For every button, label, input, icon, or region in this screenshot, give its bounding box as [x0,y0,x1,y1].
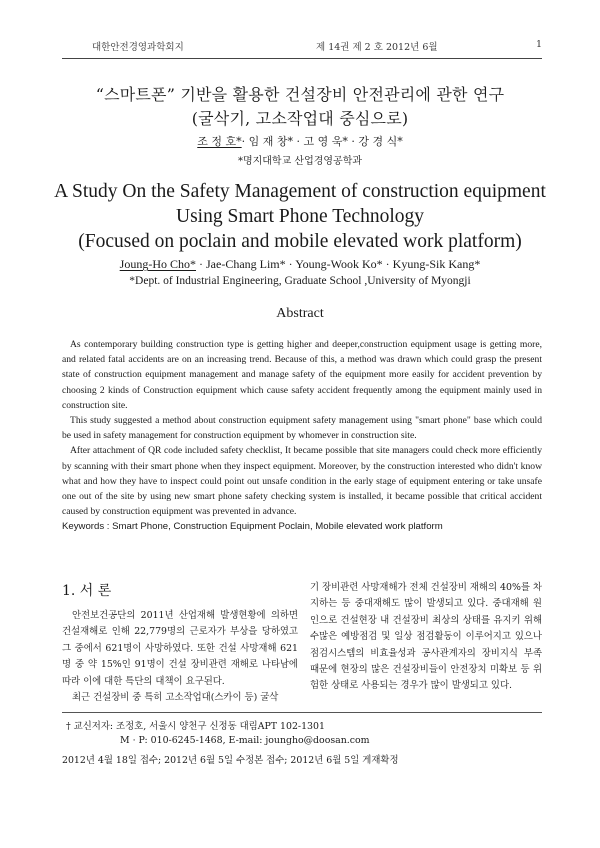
korean-first-author: 조 정 호* [197,135,242,148]
korean-title-line1: “스마트폰” 기반을 활용한 건설장비 안전관리에 관한 연구 [95,85,505,104]
korean-title-line2: (굴삭기, 고소작업대 중심으로) [191,109,409,128]
korean-authors [0,133,600,149]
english-coauthors: · Jae-Chang Lim* · Young-Wook Ko* · Kyung-Sik Kang* [196,257,481,271]
footnote-dates: 2012년 4월 18일 접수; 2012년 6월 5일 수정본 접수; 2012년 6월 5일 게재확정 [62,755,399,766]
right-column [310,580,542,695]
abstract-paragraph: As contemporary building construction type is getting higher and deeper,construction equipment usage is getting more, and related fatal accidents are on an increasing trend. Because of this, a method was drawn which could grasp the present state of construction equipment management and manage safety of the equipment more easily for accident prevention by choosing 2 kinds of Construction equipment which cause safety accident frequently among the equipment mainly used in construction site. [62,339,542,411]
footnote-contact: † 교신저자: 조정호, 서울시 양천구 신정동 대림APT 102-1301 [66,721,325,732]
footnote-rule [62,712,542,713]
footnote-phone-email: M · P: 010-6245-1468, E-mail: joungho@doosan.com [120,735,370,746]
body-paragraph: 기 장비관련 사망재해가 전체 건설장비 재해의 40%를 차지하는 등 중대재해도 많이 발생되고 있다. 중대재해 원인으로 건설현장 내 건설장비 최상의 상태를 유지키 위해 수많은 예방점검 및 일상 점검활동이 이루어지고 있으나 점검시스템의 비효율성과 공사관계자의 장비지식 부족 때문에 현장의 많은 건설장비들이 안전장치 미확보 등 위험한 상태로 사용되는 경우가 많이 발생되고 있다. [310,582,542,692]
abstract-body [62,337,542,535]
header-rule [62,58,542,59]
issue-info: 제 14권 제 2 호 2012년 6월 [316,42,438,53]
body-paragraph: 최근 건설장비 중 특히 고소작업대(스카이 등) 굴삭 [72,692,279,704]
body-paragraph: 안전보건공단의 2011년 산업재해 발생현황에 의하면 건설재해로 인해 22,779명의 근로자가 부상을 당하였고 그 중에서 621명이 사망하였다. 또한 건설 사망재해 621명 중 약 15%인 91명이 건설 장비관련 재해로 나타남에 따라 이에 대한 특단의 대책이 요구된다. [62,610,298,687]
page-number: 1 [536,39,543,50]
keywords: Keywords : Smart Phone, Construction Equipment Poclain, Mobile elevated work platform [62,521,443,533]
english-title-line1: A Study On the Safety Management of construction equipment [54,181,546,202]
english-title-line2: Using Smart Phone Technology [176,206,424,227]
abstract-paragraph: After attachment of QR code included safety checklist, It became possible that site managers could check more efficiently by scanning with their smart phone when they inspect equipment. Moreover, by the construction interested who didn't know what and how they have to inspect could point out unsafe condition in the early stage of equipment entering or take unsafe one out of the site by using new smart phone safety checking system is installed, it became possible that critical accident caused by construction equipment was prevented in advance. [62,445,542,518]
journal-name: 대한안전경영과학회지 [92,42,184,53]
abstract-heading: Abstract [276,306,324,321]
english-title-line3: (Focused on poclain and mobile elevated work platform) [78,231,522,252]
abstract-paragraph: This study suggested a method about construction equipment safety management using "smart phone" base which could be used in safety management for construction equipment by whomever in construction site. [62,415,542,442]
left-column [62,608,298,706]
english-authors [0,257,600,272]
section-heading: 1. 서 론 [62,583,112,599]
english-first-author: Joung-Ho Cho* [119,257,196,271]
korean-coauthors: · 임 재 창* · 고 영 욱* · 강 경 식* [241,135,403,148]
korean-affiliation: *명지대학교 산업경영공학과 [237,156,363,167]
english-affiliation: *Dept. of Industrial Engineering, Graduate School ,University of Myongji [129,275,471,287]
